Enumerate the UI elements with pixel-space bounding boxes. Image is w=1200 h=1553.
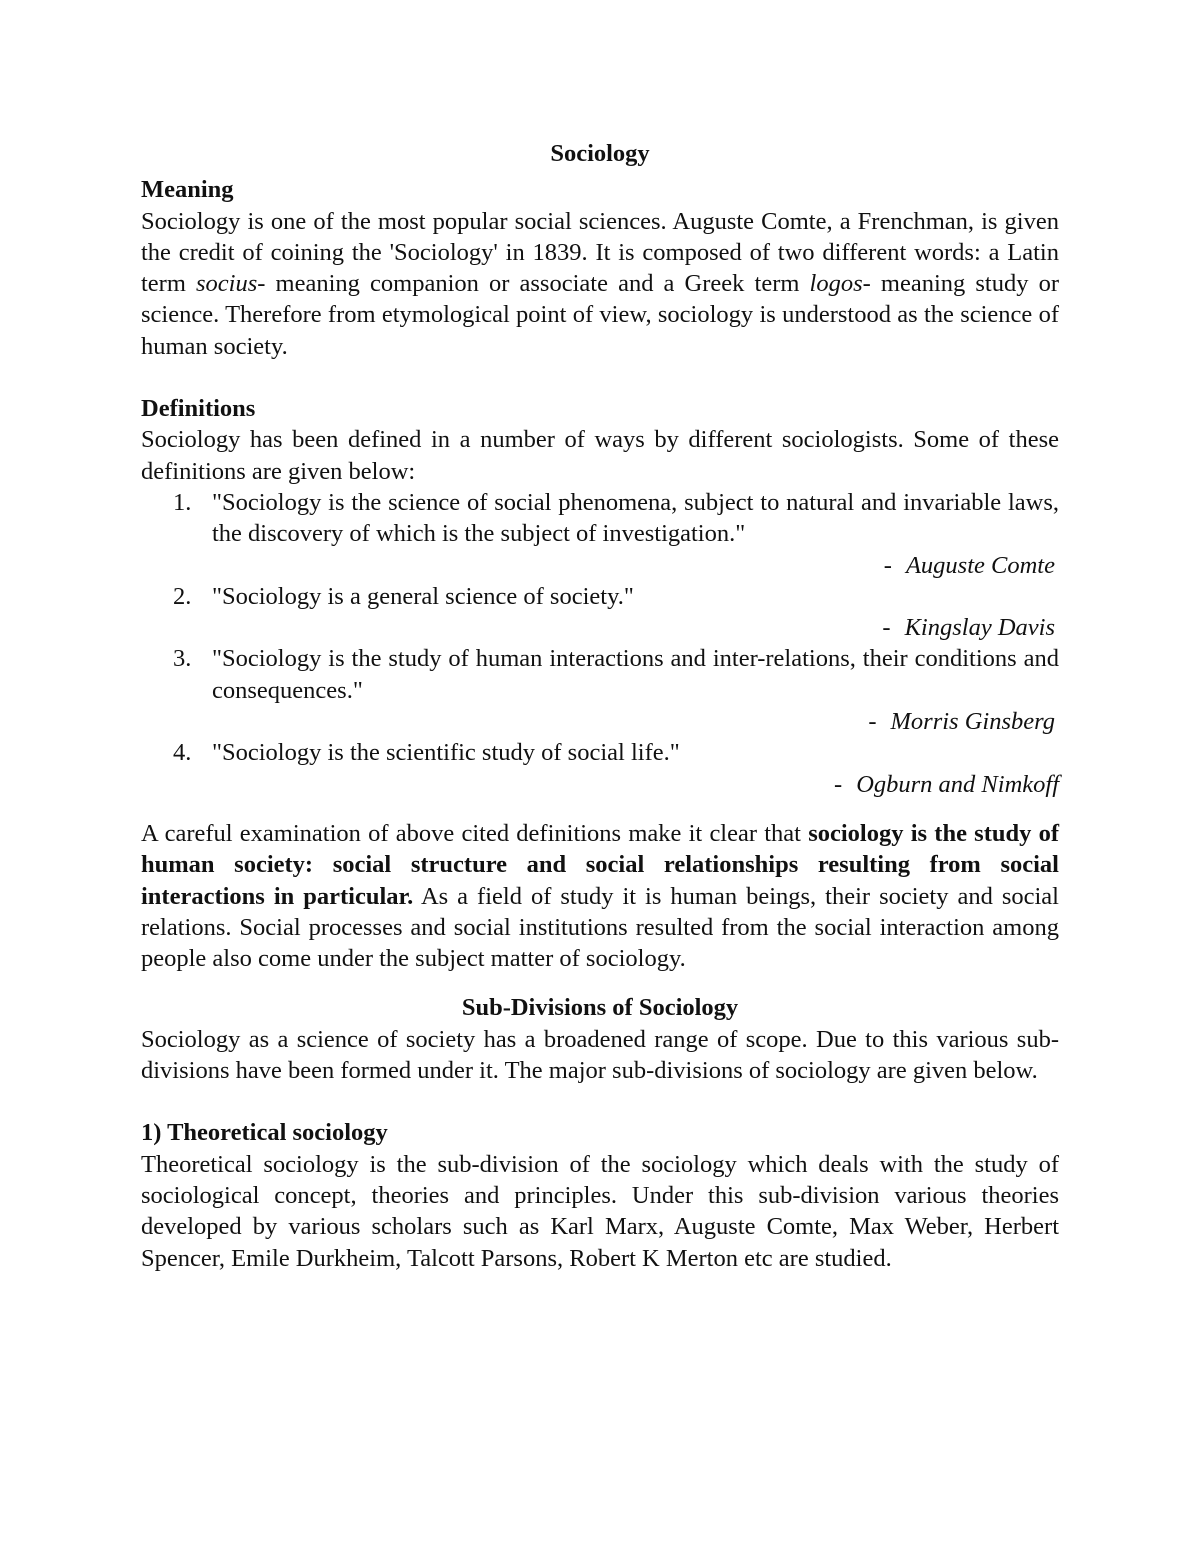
definitions-intro: Sociology has been defined in a number of ways by different sociologists. Some of these definitions are given below: — [141, 426, 1059, 485]
definitions-heading: Definitions — [141, 395, 256, 423]
definition-number: 2. — [173, 582, 192, 610]
definition-attribution — [141, 550, 1059, 581]
attribution-dash: - — [883, 551, 892, 579]
term-socius: socius- — [196, 270, 266, 298]
attribution-dash: - — [834, 770, 843, 798]
attribution-dash: - — [868, 708, 877, 736]
spacer — [141, 362, 1059, 393]
definition-item — [141, 737, 1059, 768]
spacer — [141, 974, 1059, 992]
attribution-author: Ogburn and Nimkoff — [856, 770, 1059, 798]
definition-attribution — [141, 706, 1059, 737]
meaning-text-3: meaning study or science. Therefore from etymological point of view, sociology is understood as the science of human society. — [141, 270, 1059, 360]
meaning-text-2: meaning companion or associate and a Greek term — [265, 270, 810, 298]
document-title: Sociology — [550, 140, 650, 167]
document-page — [141, 138, 1059, 1274]
definition-number: 4. — [173, 739, 192, 767]
definition-number: 1. — [173, 488, 192, 516]
term-logos: logos- — [809, 270, 871, 298]
spacer — [141, 800, 1059, 818]
meaning-paragraph — [141, 206, 1059, 362]
attribution-author: Kingslay Davis — [904, 614, 1055, 642]
conclusion-text-2: As a field of study it is human beings, their society and social relations. Social processes and social institutions resulted from the social interaction among people also come under the subject matter of sociology. — [141, 882, 1059, 973]
definition-quote: "Sociology is a general science of society." — [212, 582, 634, 610]
attribution-author: Morris Ginsberg — [890, 708, 1055, 736]
attribution-author: Auguste Comte — [905, 551, 1055, 579]
conclusion-text-1: A careful examination of above cited definitions make it clear that — [141, 819, 809, 847]
definition-item — [141, 487, 1059, 550]
meaning-heading: Meaning — [141, 176, 234, 204]
subdivisions-heading: Sub-Divisions of Sociology — [461, 994, 739, 1022]
definition-quote: "Sociology is the study of human interactions and inter-relations, their conditions and consequences." — [212, 645, 1059, 704]
definition-quote: "Sociology is the science of social phenomena, subject to natural and invariable laws, the discovery of which is the subject of investigation." — [212, 488, 1059, 548]
conclusion-bold: sociology is the study of human society: social structure and social relationships resulting from social interactions in particular. — [141, 819, 1059, 910]
meaning-text-1: Sociology is one of the most popular social sciences. Auguste Comte, a Frenchman, is given the credit of coining the 'Sociology' in 1839. It is composed of two different words: a Latin term — [141, 207, 1059, 298]
definition-number: 3. — [173, 645, 192, 673]
definition-item — [141, 643, 1059, 706]
attribution-dash: - — [882, 614, 891, 642]
spacer — [141, 1086, 1059, 1117]
theoretical-heading: 1) Theoretical sociology — [141, 1119, 388, 1147]
definitions-list — [141, 487, 1059, 800]
theoretical-paragraph: Theoretical sociology is the sub-division of the sociology which deals with the study of sociological concept, theories and principles. Under this sub-division various theories developed by various scholars such as Karl Marx, Auguste Comte, Max Weber, Herbert Spencer, Emile Durkheim, Talcott Parsons, Robert K Merton etc are studied. — [141, 1150, 1059, 1272]
subdivisions-paragraph: Sociology as a science of society has a broadened range of scope. Due to this various sub-divisions have been formed under it. The major sub-divisions of sociology are given below. — [141, 1025, 1059, 1085]
definition-quote: "Sociology is the scientific study of social life." — [212, 739, 680, 767]
definition-attribution — [141, 769, 1059, 800]
definition-attribution — [141, 612, 1059, 643]
definition-item — [141, 581, 1059, 612]
conclusion-paragraph — [141, 818, 1059, 974]
